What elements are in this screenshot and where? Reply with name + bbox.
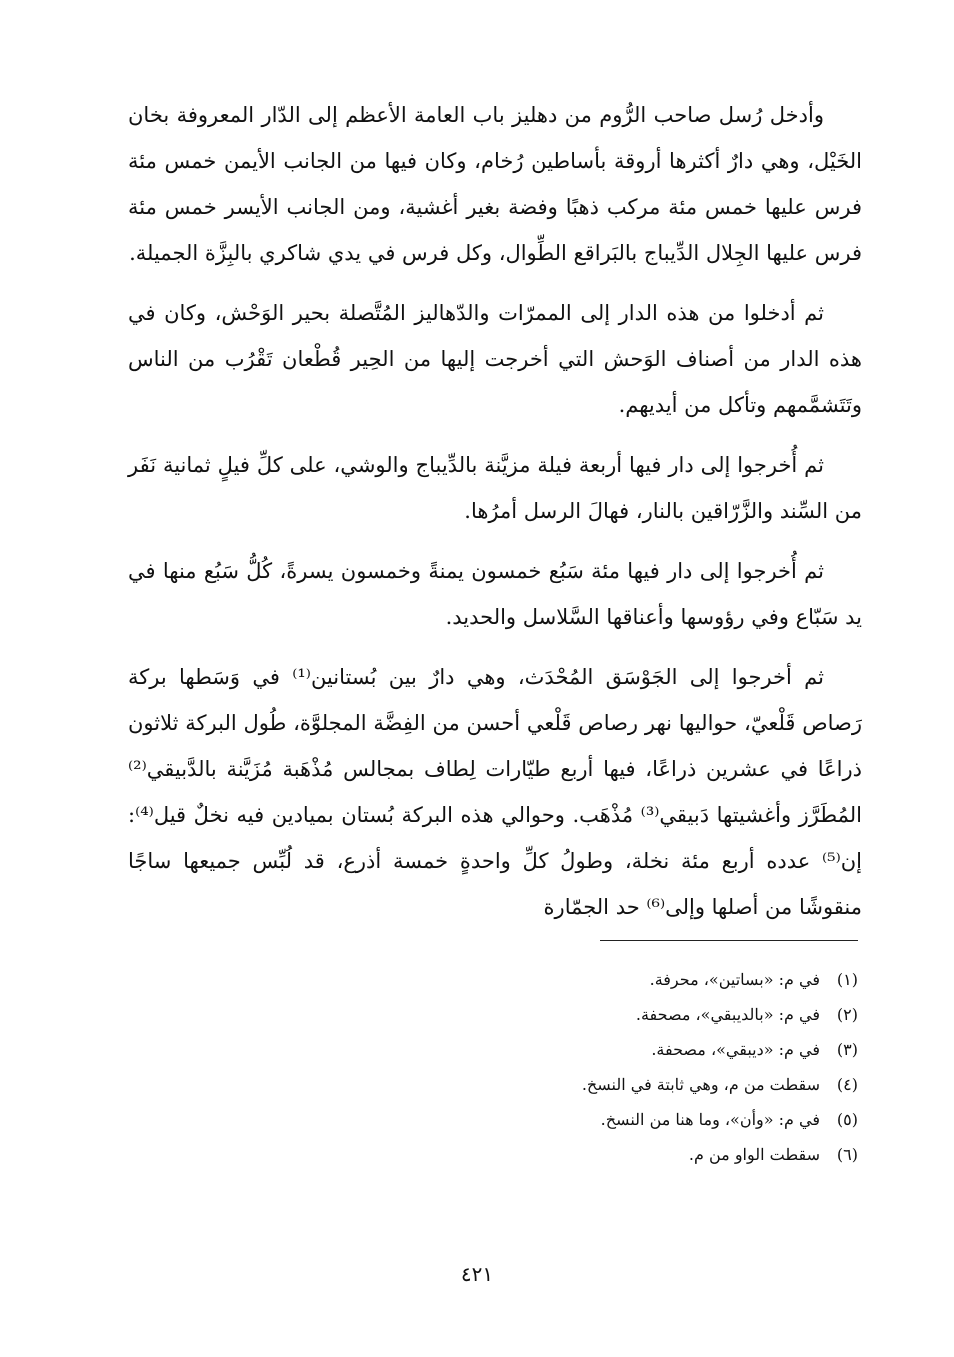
page-number: ٤٢١ bbox=[460, 1262, 494, 1286]
main-text bbox=[128, 92, 862, 944]
footnote-number: (٦) bbox=[836, 1145, 858, 1164]
footnote-number: (١) bbox=[836, 970, 858, 989]
footnote-text: في م: «ديبقي»، مصحفة. bbox=[651, 1040, 820, 1059]
paragraph-2: ثم أدخلوا من هذه الدار إلى الممرّات والدّهاليز المُتَّصلة بحير الوَحْش، وكان في هذه الدار من أصناف الوَحش التي أخرجت إليها من الحِير قُطْعان تَقْرُب من الناس وتَتَشمَّمهم وتأكل من أيديهم. bbox=[128, 301, 862, 417]
footnote-number: (٤) bbox=[836, 1075, 858, 1094]
footnote-4 bbox=[128, 1067, 858, 1102]
footnote-3 bbox=[128, 1032, 858, 1067]
footnote-text: سقطت من م، وهي ثابتة في النسخ. bbox=[581, 1075, 820, 1094]
footnote-2 bbox=[128, 997, 858, 1032]
footnote-separator bbox=[600, 940, 858, 941]
footnote-number: (٢) bbox=[836, 1005, 858, 1024]
footnotes-list bbox=[128, 962, 858, 1172]
paragraph-5: ثم أخرجوا إلى الجَوْسَق المُحْدَث، وهي دارٌ بين بُستانين⁽¹⁾ في وَسَطها بركة رَصاص قَلْعيّ، حواليها نهر رصاص قَلْعي أحسن من الفِضَّة المجلوَّة، طُول البركة ثلاثون ذراعًا في عشرين ذراعًا، فيها أربع طيّارات لِطاف بمجالس مُذْهَبة مُزَيَّنة بالدَّبيقي⁽²⁾ المُطَرَّز وأغشيتها دَبيقي⁽³⁾ مُذْهَب. وحوالي هذه البركة بُستان بميادين فيه نخلٌ قيل⁽⁴⁾: إن⁽⁵⁾ عدده أربع مئة نخلة، وطولُ كلِّ واحدةٍ خمسة أذرع، قد لُبِّس جميعها ساجًا منقوشًا من أصلها وإلى⁽⁶⁾ حد الجمّارة bbox=[128, 665, 863, 919]
footnote-text: في م: «بساتين»، محرفة. bbox=[649, 970, 820, 989]
footnote-number: (٥) bbox=[836, 1110, 858, 1129]
footnote-text: سقطت الواو من م. bbox=[688, 1145, 820, 1164]
footnote-5 bbox=[128, 1102, 858, 1137]
paragraph-1: وأدخل رُسل صاحب الرُّوم من دهليز باب العامة الأعظم إلى الدّار المعروفة بخان الخَيْل، وهي دارٌ أكثرها أروقة بأساطين رُخام، وكان فيها من الجانب الأيمن خمس مئة فرس عليها خمس مئة مركب ذهبًا وفضة بغير أغشية، ومن الجانب الأيسر خمس مئة فرس عليها الجِلال الدِّيباج بالبَراقع الطِّوال، وكل فرس في يدي شاكري بالبِزَّة الجميلة. bbox=[128, 103, 862, 265]
footnote-6 bbox=[128, 1137, 858, 1172]
footnote-1 bbox=[128, 962, 858, 997]
footnote-text: في م: «بالديبقي»، مصحفة. bbox=[635, 1005, 820, 1024]
paragraph-3: ثم أُخرجوا إلى دار فيها أربعة فيلة مزيَّنة بالدِّيباج والوشي، على كلِّ فيلٍ ثمانية نَفَر من السِّند والزَّرّاقين بالنار، فهالَ الرسل أمرُها. bbox=[128, 453, 862, 523]
footnote-text: في م: «وأن»، وما هنا من النسخ. bbox=[600, 1110, 820, 1129]
footnote-number: (٣) bbox=[836, 1040, 858, 1059]
paragraph-4: ثم أُخرجوا إلى دار فيها مئة سَبُع خمسون يمنةً وخمسون يسرةً، كُلُّ سَبُع منها في يد سَبّاع وفي رؤوسها وأعناقها السَّلاسل والحديد. bbox=[128, 559, 862, 629]
